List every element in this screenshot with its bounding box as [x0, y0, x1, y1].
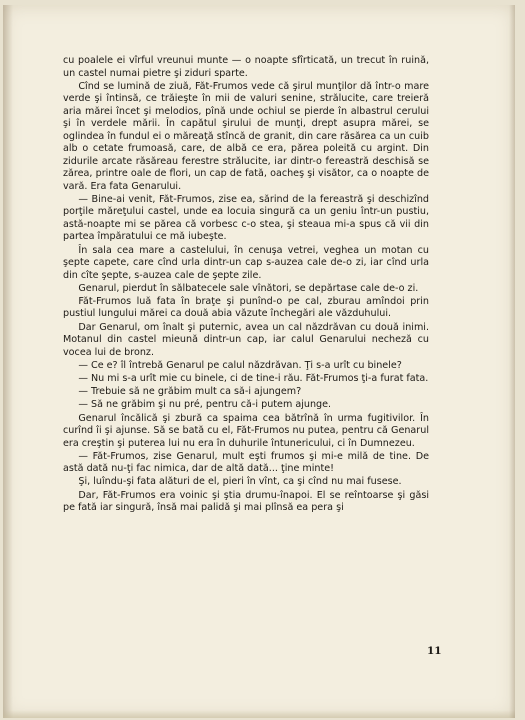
- paragraph: Genarul încălică şi zbură ca spaima cea bătrînă în urma fugitivilor. În curînd îi şi ajunse. Să se bată cu el, Făt-Frumos nu putea, pentru că Genarul era creştin şi puterea lui nu era în duhurile întunericului, ci în Dumnezeu.: [63, 412, 429, 449]
- paragraph: — Făt-Frumos, zise Genarul, mult eşti frumos şi mi-e milă de tine. De astă dată nu-ţi fac nimica, dar de altă dată... ţine minte!: [63, 450, 429, 475]
- paragraph: Făt-Frumos luă fata în braţe şi punînd-o pe cal, zburau amîndoi prin pustiul lungului mărei ca două abia văzute închegări ale văzduhului.: [63, 295, 429, 320]
- paragraph: Cînd se lumină de ziuă, Făt-Frumos vede că şirul munţilor dă într-o mare verde şi întinsă, ce trăieşte în mii de valuri senine, strălucite, care treieră aria mărei încet şi melodios, pînă unde ochiul se pierde în albastrul cerului şi în verdele mării. În capătul şirului de munţi, drept asupra mărei, se oglindea în fundul ei o măreaţă stîncă de granit, din care răsărea ca un cuib alb o cetate frumoasă, care, de albă ce era, părea poleită cu argint. Din zidurile arcate răsăreau ferestre strălucite, iar dintr-o fereastră deschisă se zărea, printre oale de flori, un cap de fată, oacheş şi visător, ca o noapte de vară. Era fata Genarului.: [63, 80, 429, 192]
- paragraph: Şi, luîndu-şi fata alături de el, pieri în vînt, ca şi cînd nu mai fusese.: [78, 476, 402, 488]
- page-edge-shadow: [3, 710, 515, 718]
- paragraph: — Nu mi s-a urît mie cu binele, ci de tine-i rău. Făt-Frumos ţi-a furat fata.: [78, 373, 429, 384]
- paragraph: Dar, Făt-Frumos era voinic şi ştia drumu-înapoi. El se reîntoarse şi găsi pe fată iar singură, însă mai palidă şi mai plînsă ea pera şi: [63, 489, 429, 514]
- paragraph: Genarul, pierdut în sălbatecele sale vînători, se depărtase cale de-o zi.: [78, 282, 419, 294]
- paragraph: Dar Genarul, om înalt şi puternic, avea un cal năzdrăvan cu două inimi. Motanul din castel mieună dintr-un cap, iar calul Genarului necheză cu vocea lui de bronz.: [63, 321, 429, 358]
- paragraph: — Trebuie să ne grăbim mult ca să-i ajungem?: [78, 386, 302, 398]
- book-page: [3, 5, 515, 718]
- page-number: 11: [427, 645, 442, 657]
- paragraph: În sala cea mare a castelului, în cenuşa vetrei, veghea un motan cu şepte capete, care cînd urla dintr-un cap s-auzea cale de-o zi, iar cînd urla din cîte şepte, s-auzea cale de şepte zile.: [63, 244, 429, 281]
- page-text: [63, 55, 429, 515]
- paragraph: cu poalele ei vîrful vreunui munte — o noapte sfîrticată, un trecut în ruină, un castel numai pietre şi ziduri sparte.: [63, 55, 429, 79]
- paragraph: — Să ne grăbim şi nu pré, pentru că-i putem ajunge.: [78, 399, 332, 411]
- paragraph: — Ce e? îl întrebă Genarul pe calul năzdrăvan. Ţi s-a urît cu binele?: [78, 359, 402, 371]
- paragraph: — Bine-ai venit, Făt-Frumos, zise ea, sărind de la fereastră şi deschizînd porţile măreţului castel, unde ea locuia singură ca un geniu într-un pustiu, astă-noapte mi se părea că vorbesc c-o stea, şi steaua mi-a spus că vii din partea împăratului ce mă iubeşte.: [63, 193, 429, 243]
